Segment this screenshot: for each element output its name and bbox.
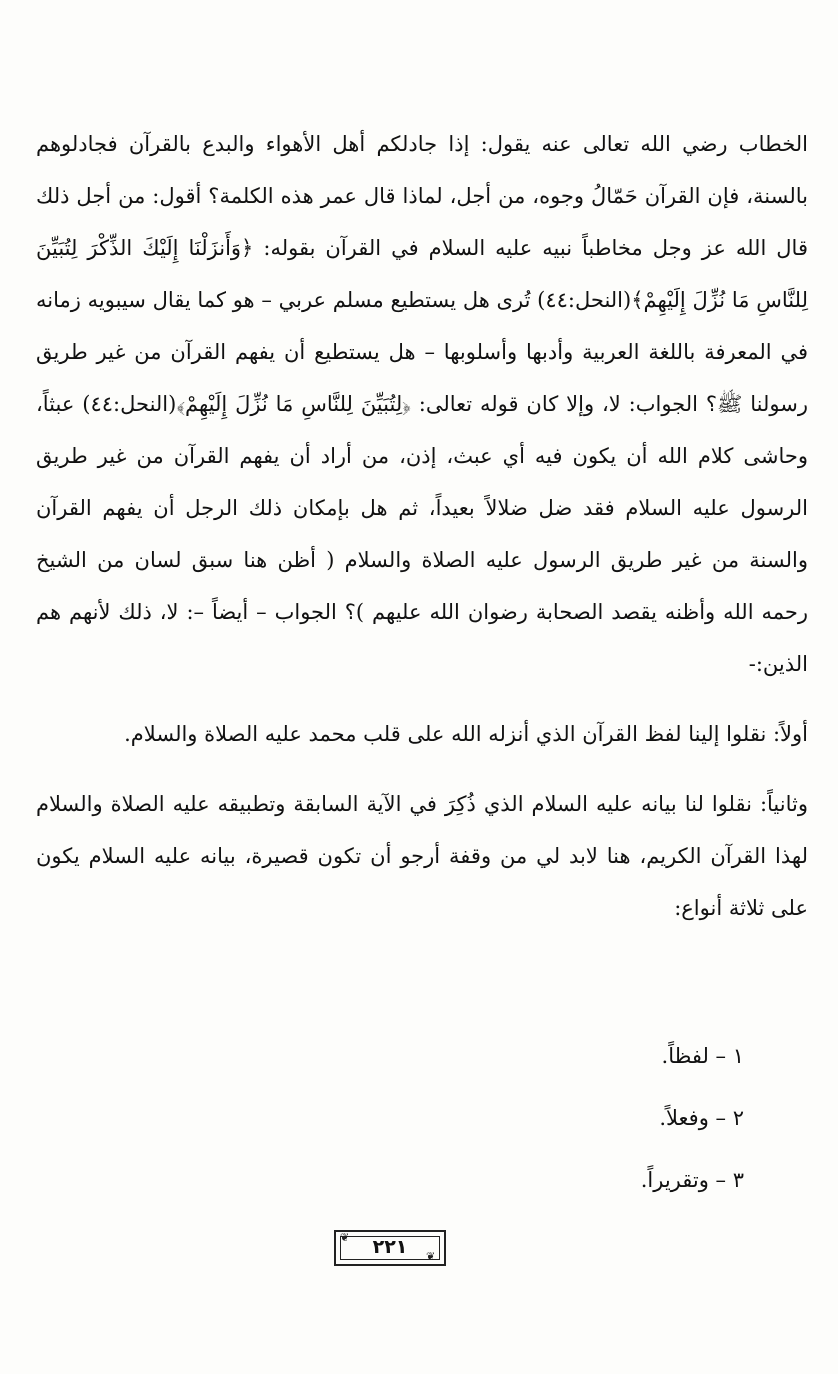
ornament-icon: ❦ [340, 1231, 350, 1244]
paragraph-first-point: أولاً: نقلوا إلينا لفظ القرآن الذي أنزله الله على قلب محمد عليه الصلاة والسلام. [124, 722, 808, 746]
body-text [36, 118, 808, 934]
paragraph-second-point: وثانياً: نقلوا لنا بيانه عليه السلام الذي ذُكِرَ في الآية السابقة وتطبيقه عليه الصلاة والسلام لهذا القرآن الكريم، هنا لابد لي من وقفة أرجو أن تكون قصيرة، بيانه عليه السلام يكون على ثلاثة أنواع: [36, 792, 808, 920]
list-item: ١ – لفظاً. [661, 1044, 744, 1068]
ornament-icon: ❦ [426, 1250, 436, 1263]
paragraph-main: الخطاب رضي الله تعالى عنه يقول: إذا جادلكم أهل الأهواء والبدع بالقرآن فجادلوهم بالسنة، فإن القرآن حَمّالُ وجوه، من أجل، لماذا قال عمر هذه الكلمة؟ أقول: من أجل ذلك قال الله عز وجل مخاطباً نبيه عليه السلام في القرآن بقوله: ﴿وَأَنزَلْنَا إِلَيْكَ الذِّكْرَ لِتُبَيِّنَ لِلنَّاسِ مَا نُزِّلَ إِلَيْهِمْ﴾(النحل:٤٤) تُرى هل يستطيع مسلم عربي – هو كما يقال سيبويه زمانه في المعرفة باللغة العربية وأدبها وأسلوبها – هل يستطيع أن يفهم القرآن من غير طريق رسولنا ﷺ؟ الجواب: لا، وإلا كان قوله تعالى: ﴿لِتُبَيِّنَ لِلنَّاسِ مَا نُزِّلَ إِلَيْهِمْ﴾(النحل:٤٤) عبثاً، وحاشى كلام الله أن يكون فيه أي عبث، إذن، من أراد أن يفهم القرآن من غير طريق الرسول عليه السلام فقد ضل ضلالاً بعيداً، ثم هل بإمكان ذلك الرجل أن يفهم القرآن والسنة من غير طريق الرسول عليه الصلاة والسلام ( أظن هنا سبق لسان من الشيخ رحمه الله وأظنه يقصد الصحابة رضوان الله عليهم )؟ الجواب – أيضاً –: لا، ذلك لأنهم هم الذين:- [36, 132, 808, 676]
list-item: ٣ – وتقريراً. [640, 1168, 744, 1192]
types-list [641, 1025, 744, 1211]
list-item: ٢ – وفعلاً. [659, 1106, 744, 1130]
page-number: ٢٢١ [372, 1236, 408, 1258]
